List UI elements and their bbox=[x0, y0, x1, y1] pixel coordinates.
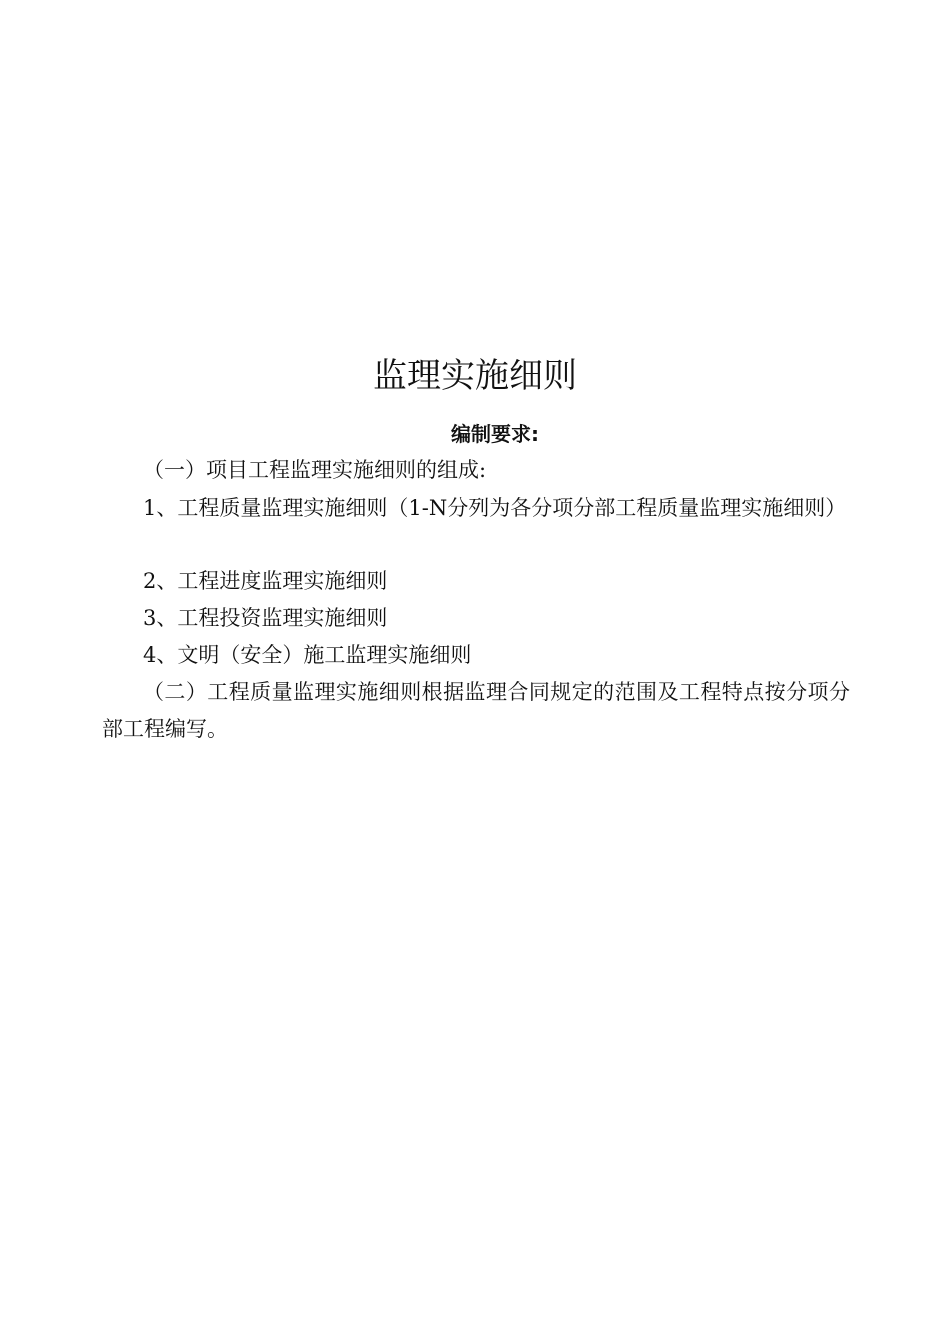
list-item: 2、工程进度监理实施细则 bbox=[143, 569, 388, 593]
list-item: 3、工程投资监理实施细则 bbox=[143, 606, 388, 630]
document-title: 监理实施细则 bbox=[373, 356, 577, 396]
section-heading-1: （一）项目工程监理实施细则的组成: bbox=[143, 458, 487, 482]
list-item: 1、工程质量监理实施细则（1-N分列为各分项分部工程质量监理实施细则） bbox=[143, 496, 847, 520]
section-paragraph-2: （二）工程质量监理实施细则根据监理合同规定的范围及工程特点按分项分部工程编写。 bbox=[102, 680, 850, 741]
list-item: 4、文明（安全）施工监理实施细则 bbox=[143, 643, 472, 667]
document-subtitle: 编制要求: bbox=[451, 422, 539, 446]
